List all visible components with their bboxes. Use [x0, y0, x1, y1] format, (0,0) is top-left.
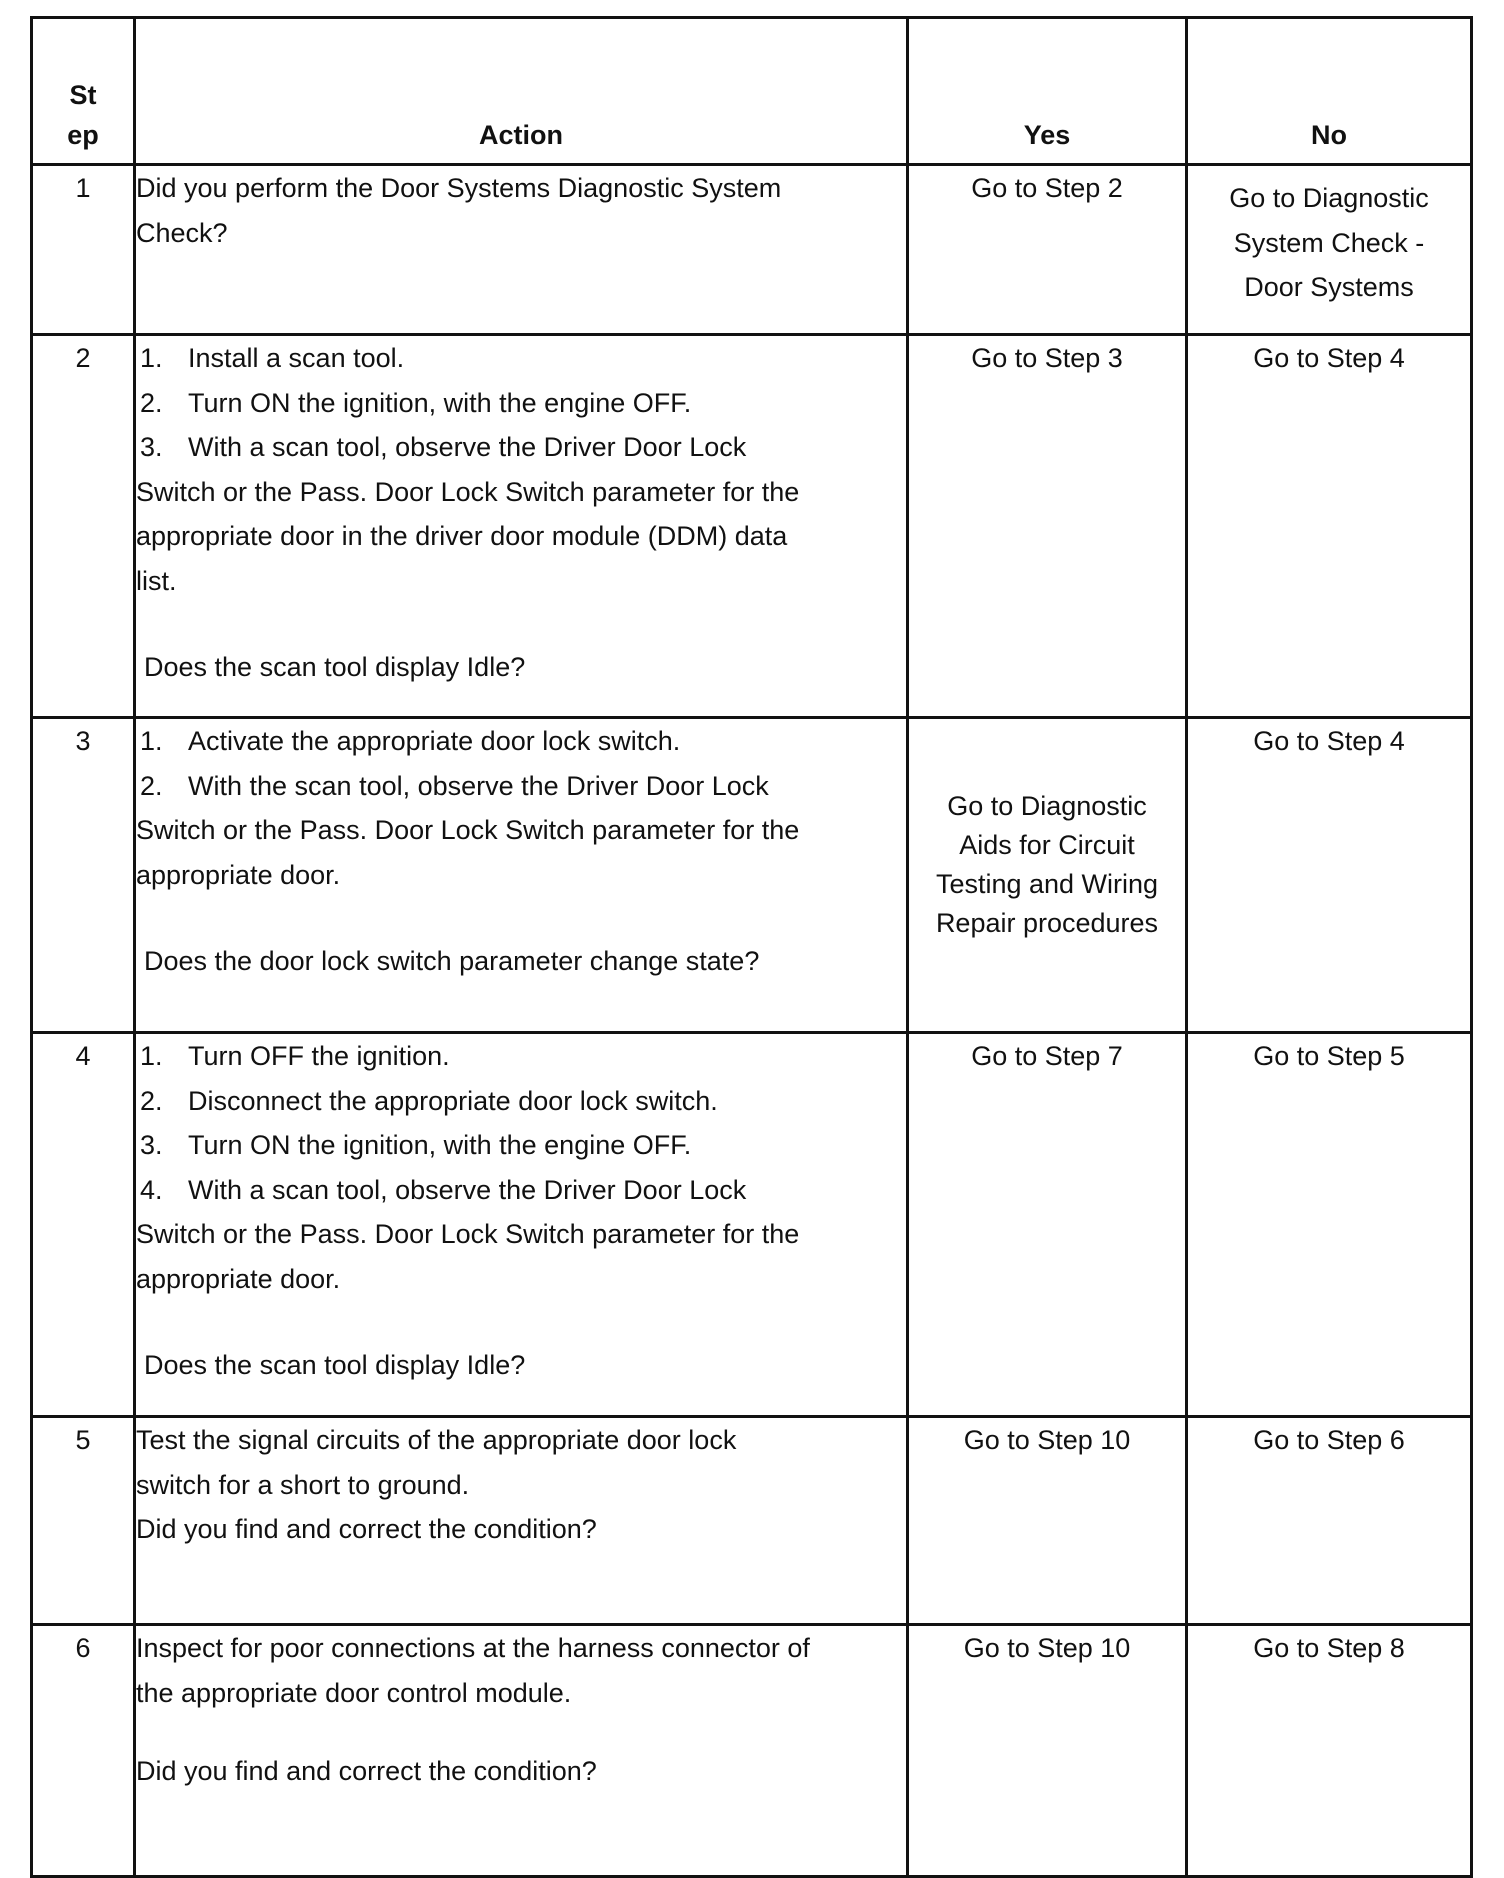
list-number: 1. — [140, 726, 163, 756]
action-cell — [135, 1625, 908, 1877]
list-text: Install a scan tool. — [188, 343, 405, 373]
table-row — [32, 165, 1472, 335]
no-link[interactable]: Go to Step 6 — [1253, 1425, 1405, 1455]
action-text: switch for a short to ground. — [136, 1469, 470, 1500]
list-text: With the scan tool, observe the Driver Door Lock — [188, 770, 769, 801]
yes-link[interactable]: Go to Step 10 — [963, 1425, 1131, 1455]
action-cell — [135, 335, 908, 718]
list-number: 2. — [140, 1085, 163, 1116]
list-text: Disconnect the appropriate door lock switch. — [188, 1085, 718, 1116]
no-link[interactable]: Go to Step 4 — [1253, 726, 1405, 756]
yes-link-line[interactable]: Aids for Circuit — [959, 830, 1135, 860]
action-text: appropriate door in the driver door module (DDM) data — [136, 521, 788, 551]
question-text: Did you find and correct the condition? — [136, 1514, 597, 1544]
no-cell — [1187, 335, 1472, 718]
yes-link-line[interactable]: Repair procedures — [935, 908, 1159, 938]
list-text: Turn ON the ignition, with the engine OFF. — [188, 387, 692, 418]
step-number: 3 — [32, 718, 135, 1033]
action-cell — [135, 1033, 908, 1417]
header-step-line2: ep — [67, 120, 99, 150]
table-row — [32, 335, 1472, 718]
list-item — [136, 336, 906, 381]
no-cell — [1187, 718, 1472, 1033]
header-no: No — [1187, 18, 1472, 165]
action-text: Switch or the Pass. Door Lock Switch parameter for the — [136, 476, 800, 507]
yes-link[interactable]: Go to Step 2 — [971, 173, 1123, 203]
no-link[interactable]: Go to Step 8 — [1253, 1633, 1405, 1663]
action-text: the appropriate door control module. — [136, 1677, 572, 1708]
yes-cell — [908, 718, 1187, 1033]
diagnostic-table — [30, 16, 1473, 1878]
header-yes: Yes — [908, 18, 1187, 165]
step-number: 4 — [32, 1033, 135, 1417]
header-step-line1: St — [69, 80, 97, 110]
list-item — [136, 764, 906, 809]
question-text: Did you find and correct the condition? — [136, 1756, 597, 1786]
list-text: Turn OFF the ignition. — [188, 1041, 450, 1071]
no-link-line[interactable]: Go to Diagnostic — [1229, 183, 1429, 213]
list-item — [136, 425, 906, 470]
list-text: With a scan tool, observe the Driver Door Lock — [188, 432, 747, 462]
yes-cell — [908, 335, 1187, 718]
list-item — [136, 1123, 906, 1168]
no-cell — [1187, 1033, 1472, 1417]
no-link-line[interactable]: Door Systems — [1244, 272, 1414, 302]
no-link[interactable]: Go to Step 4 — [1253, 343, 1405, 373]
yes-cell — [908, 1625, 1187, 1877]
step-number: 2 — [32, 335, 135, 718]
question-text: Does the scan tool display Idle? — [144, 1350, 526, 1380]
table-row — [32, 1625, 1472, 1877]
no-cell — [1187, 1625, 1472, 1877]
yes-link-line[interactable]: Go to Diagnostic — [947, 791, 1147, 821]
list-number: 4. — [140, 1174, 163, 1205]
list-item — [136, 1079, 906, 1124]
header-action: Action — [135, 18, 908, 165]
list-number: 3. — [140, 432, 163, 462]
spacer — [136, 1301, 906, 1343]
action-text: appropriate door. — [136, 1263, 341, 1294]
table-header-row — [32, 18, 1472, 165]
step-number: 5 — [32, 1417, 135, 1625]
table-row — [32, 1417, 1472, 1625]
yes-cell — [908, 165, 1187, 335]
yes-cell — [908, 1033, 1187, 1417]
list-item — [136, 1168, 906, 1213]
list-number: 1. — [140, 1041, 163, 1071]
action-text: Check? — [136, 217, 228, 248]
question-text: Does the scan tool display Idle? — [144, 652, 526, 682]
table-row — [32, 1033, 1472, 1417]
yes-cell — [908, 1417, 1187, 1625]
action-cell — [135, 165, 908, 335]
table-row — [32, 718, 1472, 1033]
list-item — [136, 719, 906, 764]
no-cell — [1187, 165, 1472, 335]
list-number: 1. — [140, 343, 163, 373]
action-text: Inspect for poor connections at the harness connector of — [136, 1633, 810, 1663]
header-step — [32, 18, 135, 165]
yes-link[interactable]: Go to Step 3 — [971, 343, 1123, 373]
no-cell — [1187, 1417, 1472, 1625]
yes-link[interactable]: Go to Step 7 — [971, 1041, 1123, 1071]
spacer — [136, 603, 906, 645]
list-number: 2. — [140, 387, 163, 418]
action-text: appropriate door. — [136, 859, 341, 890]
step-number: 1 — [32, 165, 135, 335]
list-text: Activate the appropriate door lock switch. — [188, 726, 681, 756]
list-number: 3. — [140, 1130, 163, 1160]
action-text: Did you perform the Door Systems Diagnostic System — [136, 173, 782, 203]
list-item — [136, 1034, 906, 1079]
list-text: With a scan tool, observe the Driver Door Lock — [188, 1174, 747, 1205]
action-cell — [135, 718, 908, 1033]
list-number: 2. — [140, 770, 163, 801]
action-text: Test the signal circuits of the appropriate door lock — [136, 1425, 737, 1455]
yes-link[interactable]: Go to Step 10 — [963, 1633, 1131, 1663]
yes-link-line[interactable]: Testing and Wiring — [935, 869, 1159, 899]
action-cell — [135, 1417, 908, 1625]
spacer — [136, 897, 906, 939]
no-link-line[interactable]: System Check - — [1233, 227, 1425, 258]
list-item — [136, 381, 906, 426]
action-text: Switch or the Pass. Door Lock Switch parameter for the — [136, 1219, 800, 1249]
step-number: 6 — [32, 1625, 135, 1877]
no-link[interactable]: Go to Step 5 — [1253, 1041, 1405, 1071]
spacer — [136, 1715, 906, 1749]
question-text: Does the door lock switch parameter change state? — [144, 946, 760, 976]
action-text: list. — [136, 565, 177, 596]
list-text: Turn ON the ignition, with the engine OFF. — [188, 1130, 692, 1160]
action-text: Switch or the Pass. Door Lock Switch parameter for the — [136, 815, 800, 845]
